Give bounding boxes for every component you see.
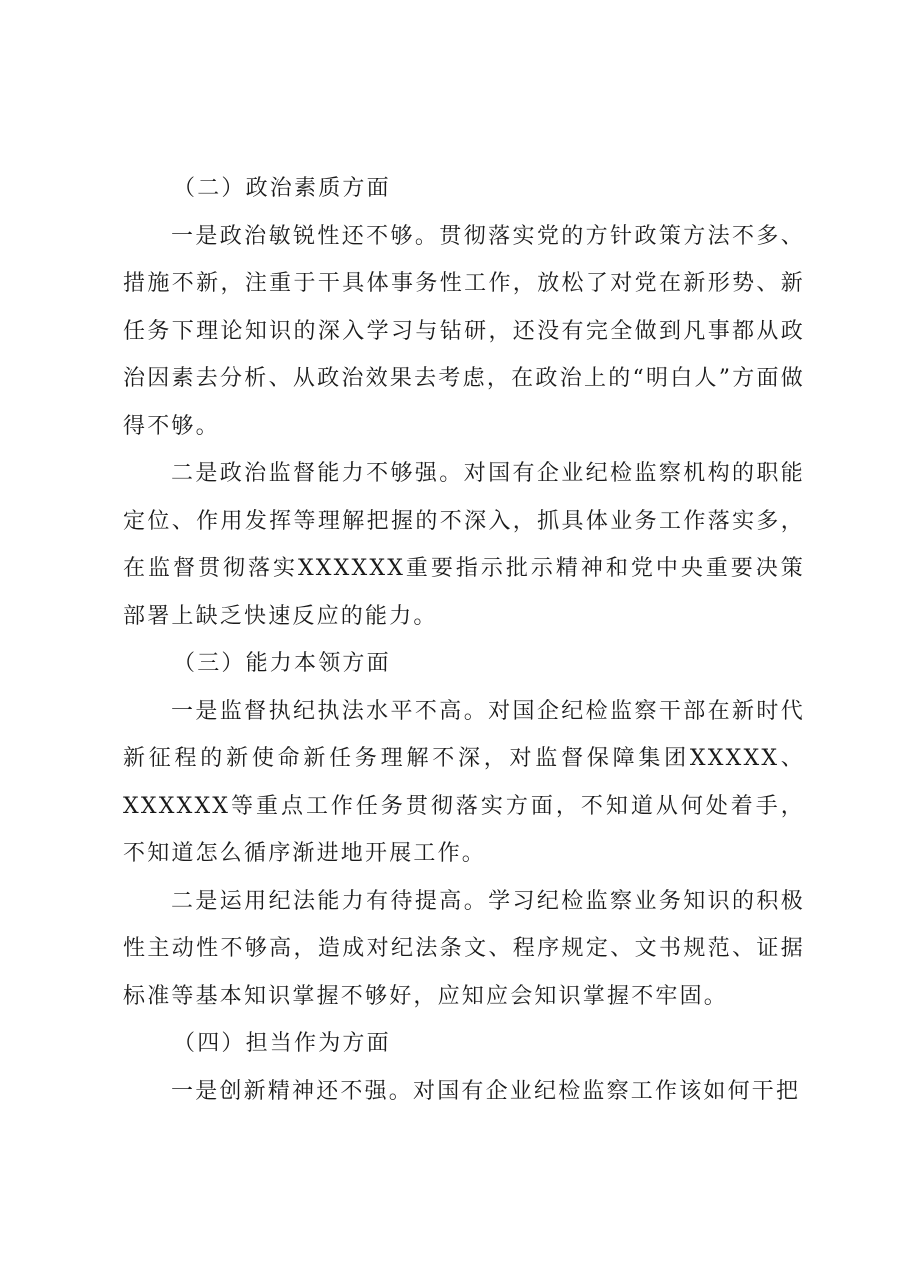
paragraph: 一是政治敏锐性还不够。贯彻落实党的方针政策方法不多、措施不新，注重于干具体事务性工作，放松了对党在新形势、新任务下理论知识的深入学习与钻研，还没有完全做到凡事都从政治因素去分析、从政治效果去考虑，在政治上的“明白人”方面做得不够。	[123, 223, 805, 439]
section-heading-responsibility: （四）担当作为方面	[173, 1031, 391, 1056]
section-heading-ability: （三）能力本领方面	[173, 651, 391, 676]
paragraph: 一是创新精神还不强。对国有企业纪检监察工作该如何干把	[171, 1078, 801, 1104]
document-body	[123, 165, 805, 1115]
section-heading-political-quality: （二）政治素质方面	[173, 176, 391, 201]
paragraph: 一是监督执纪执法水平不高。对国企纪检监察干部在新时代新征程的新使命新任务理解不深，对监督保障集团XXXXX、XXXXXX等重点工作任务贯彻落实方面，不知道从何处着手，不知道怎么循序渐进地开展工作。	[123, 698, 805, 866]
paragraph: 二是运用纪法能力有待提高。学习纪检监察业务知识的积极性主动性不够高，造成对纪法条文、程序规定、文书规范、证据标准等基本知识掌握不够好，应知应会知识掌握不牢固。	[123, 888, 805, 1009]
paragraph: 二是政治监督能力不够强。对国有企业纪检监察机构的职能定位、作用发挥等理解把握的不深入，抓具体业务工作落实多，在监督贯彻落实XXXXXX重要指示批示精神和党中央重要决策部署上缺乏快速反应的能力。	[123, 461, 805, 629]
